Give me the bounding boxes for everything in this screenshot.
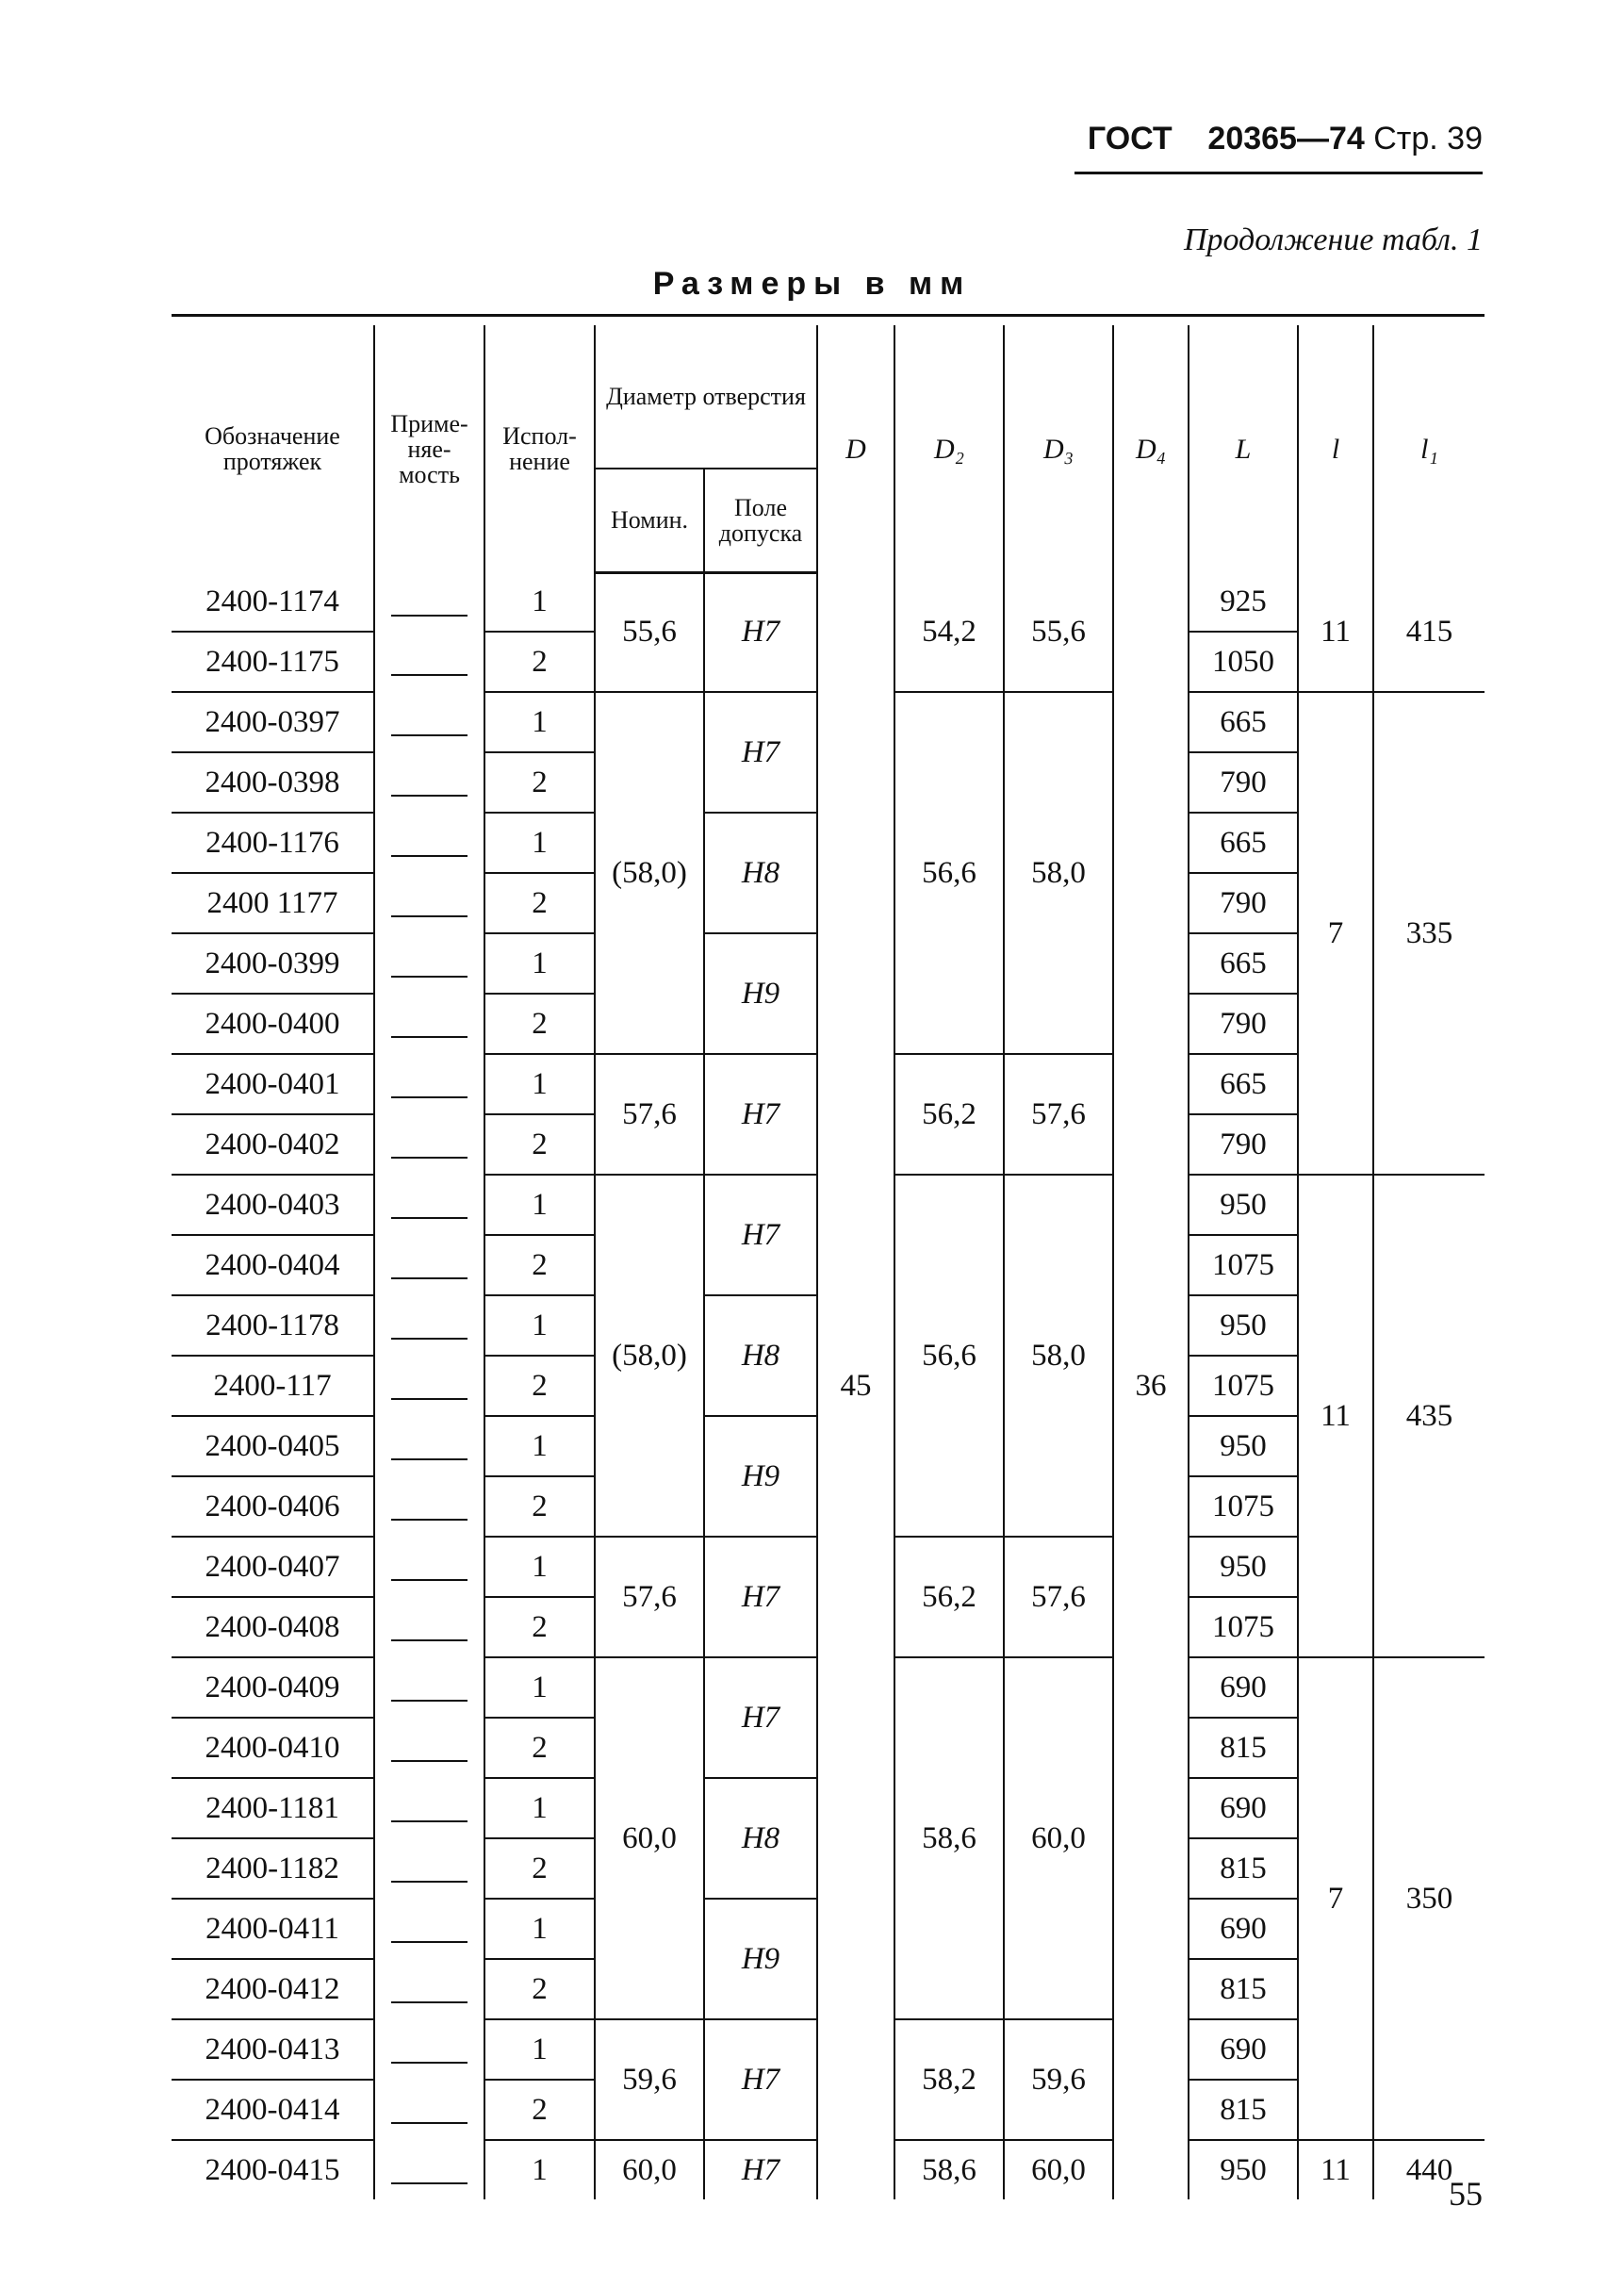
gost-label: ГОСТ (1087, 121, 1173, 156)
L-cell: 665 (1189, 1054, 1298, 1114)
version-cell: 1 (484, 692, 595, 752)
dash-mark (391, 976, 468, 978)
applicability-cell (374, 994, 484, 1054)
L-cell: 815 (1189, 1959, 1298, 2019)
version-cell: 2 (484, 1476, 595, 1537)
tolerance-cell: H7 (704, 572, 817, 692)
applicability-cell (374, 1054, 484, 1114)
nominal-cell: 57,6 (595, 1537, 704, 1657)
applicability-cell (374, 1175, 484, 1235)
dash-mark (391, 1700, 468, 1702)
col-tolerance: Поле допуска (704, 469, 817, 572)
D3-cell: 59,6 (1004, 2019, 1113, 2140)
version-cell: 1 (484, 1899, 595, 1959)
D2-cell: 58,6 (894, 2140, 1004, 2199)
nominal-cell: 59,6 (595, 2019, 704, 2140)
col-designation: Обозначение протяжек (205, 422, 340, 475)
col-l: l (1298, 325, 1373, 572)
version-cell: 1 (484, 1778, 595, 1838)
l-cell: 11 (1298, 2140, 1373, 2199)
l1-cell: 415 (1373, 572, 1485, 692)
version-cell: 2 (484, 1235, 595, 1295)
dash-mark (391, 1458, 468, 1460)
L-cell: 1075 (1189, 1597, 1298, 1657)
tolerance-cell: H7 (704, 692, 817, 813)
version-cell: 2 (484, 1114, 595, 1175)
version-cell: 1 (484, 572, 595, 632)
gost-number: 20365—74 (1207, 121, 1365, 156)
L-cell: 790 (1189, 752, 1298, 813)
applicability-cell (374, 1657, 484, 1718)
header-rule (1074, 172, 1483, 174)
D2-cell: 56,2 (894, 1537, 1004, 1657)
L-cell: 950 (1189, 1537, 1298, 1597)
nominal-cell: (58,0) (595, 1175, 704, 1537)
dash-mark (391, 1157, 468, 1159)
D3-cell: 57,6 (1004, 1054, 1113, 1175)
L-cell: 950 (1189, 2140, 1298, 2199)
designation-cell: 2400-0413 (172, 2019, 374, 2080)
dash-mark (391, 855, 468, 857)
applicability-cell (374, 692, 484, 752)
D3-cell: 57,6 (1004, 1537, 1113, 1657)
version-cell: 2 (484, 632, 595, 692)
l-cell: 7 (1298, 692, 1373, 1175)
L-cell: 690 (1189, 1657, 1298, 1718)
designation-cell: 2400-1182 (172, 1838, 374, 1899)
table-body (172, 572, 1485, 2199)
units-caption: Размеры в мм (652, 266, 972, 302)
L-cell: 815 (1189, 1718, 1298, 1778)
dash-mark (391, 1579, 468, 1581)
dash-mark (391, 1639, 468, 1641)
D3-cell: 58,0 (1004, 692, 1113, 1054)
D2-cell: 58,6 (894, 1657, 1004, 2019)
designation-cell: 2400-117 (172, 1356, 374, 1416)
L-cell: 690 (1189, 2019, 1298, 2080)
l1-cell: 350 (1373, 1657, 1485, 2140)
table-row (172, 572, 1485, 632)
col-version: Испол- нение (484, 325, 595, 572)
dash-mark (391, 1217, 468, 1219)
broach-table (172, 325, 1485, 2199)
dash-mark (391, 674, 468, 676)
tolerance-cell: H7 (704, 1054, 817, 1175)
dash-mark (391, 1881, 468, 1883)
applicability-cell (374, 1778, 484, 1838)
page-label: Стр. 39 (1373, 121, 1483, 156)
designation-cell: 2400-0409 (172, 1657, 374, 1718)
tolerance-cell: H7 (704, 1537, 817, 1657)
dash-mark (391, 1036, 468, 1038)
tolerance-cell: H8 (704, 1295, 817, 1416)
applicability-cell (374, 2080, 484, 2140)
applicability-cell (374, 1537, 484, 1597)
applicability-cell (374, 873, 484, 933)
dash-mark (391, 1820, 468, 1822)
continuation-note: Продолжение табл. 1 (1183, 222, 1483, 257)
tolerance-cell: H7 (704, 1175, 817, 1295)
L-cell: 950 (1189, 1295, 1298, 1356)
page-header (1088, 121, 1483, 157)
L-cell: 665 (1189, 813, 1298, 873)
tolerance-cell: H8 (704, 813, 817, 933)
dash-mark (391, 1941, 468, 1943)
nominal-cell: 57,6 (595, 1054, 704, 1175)
dash-mark (391, 1096, 468, 1098)
L-cell: 1075 (1189, 1476, 1298, 1537)
designation-cell: 2400-0411 (172, 1899, 374, 1959)
applicability-cell (374, 632, 484, 692)
tolerance-cell: H7 (704, 2140, 817, 2199)
designation-cell: 2400-0400 (172, 994, 374, 1054)
applicability-cell (374, 1838, 484, 1899)
D3-cell: 60,0 (1004, 1657, 1113, 2019)
table-top-rule (172, 314, 1485, 317)
dash-mark (391, 2001, 468, 2003)
col-D: D (817, 325, 894, 572)
dash-mark (391, 915, 468, 917)
applicability-cell (374, 1416, 484, 1476)
L-cell: 925 (1189, 572, 1298, 632)
L-cell: 690 (1189, 1899, 1298, 1959)
page-number: 55 (1449, 2175, 1483, 2213)
version-cell: 1 (484, 813, 595, 873)
version-cell: 2 (484, 1959, 595, 2019)
applicability-cell (374, 572, 484, 632)
designation-cell: 2400-1181 (172, 1778, 374, 1838)
col-D4: D₄ (1113, 325, 1189, 572)
l-cell: 7 (1298, 1657, 1373, 2140)
D3-cell: 58,0 (1004, 1175, 1113, 1537)
l-cell: 11 (1298, 1175, 1373, 1657)
designation-cell: 2400-0406 (172, 1476, 374, 1537)
dash-mark (391, 1338, 468, 1340)
version-cell: 1 (484, 2140, 595, 2199)
applicability-cell (374, 752, 484, 813)
version-cell: 1 (484, 1537, 595, 1597)
applicability-cell (374, 1295, 484, 1356)
col-D2: D₂ (894, 325, 1004, 572)
applicability-cell (374, 1114, 484, 1175)
l1-cell: 440 (1373, 2140, 1485, 2199)
dash-mark (391, 1519, 468, 1521)
D2-cell: 58,2 (894, 2019, 1004, 2140)
version-cell: 1 (484, 1054, 595, 1114)
D2-cell: 56,6 (894, 692, 1004, 1054)
version-cell: 2 (484, 1356, 595, 1416)
D3-cell: 60,0 (1004, 2140, 1113, 2199)
L-cell: 790 (1189, 873, 1298, 933)
L-cell: 665 (1189, 933, 1298, 994)
dash-mark (391, 1398, 468, 1400)
D2-cell: 54,2 (894, 572, 1004, 692)
dash-mark (391, 795, 468, 797)
D4-cell: 36 (1113, 572, 1189, 2199)
col-L: L (1189, 325, 1298, 572)
version-cell: 2 (484, 1718, 595, 1778)
L-cell: 815 (1189, 2080, 1298, 2140)
designation-cell: 2400-0415 (205, 2152, 340, 2187)
designation-cell: 2400-0403 (172, 1175, 374, 1235)
designation-cell: 2400-0404 (172, 1235, 374, 1295)
designation-cell: 2400-1174 (172, 572, 374, 632)
version-cell: 2 (484, 752, 595, 813)
tolerance-cell: H7 (704, 2019, 817, 2140)
dash-mark (391, 2182, 468, 2184)
designation-cell: 2400-0410 (172, 1718, 374, 1778)
D-cell: 45 (817, 572, 894, 2199)
version-cell: 2 (484, 2080, 595, 2140)
col-nominal: Номин. (595, 469, 704, 572)
designation-cell: 2400 1177 (172, 873, 374, 933)
applicability-cell (374, 1959, 484, 2019)
L-cell: 690 (1189, 1778, 1298, 1838)
tolerance-cell: H9 (704, 1899, 817, 2019)
designation-cell: 2400-0398 (172, 752, 374, 813)
designation-cell: 2400-0402 (172, 1114, 374, 1175)
L-cell: 790 (1189, 1114, 1298, 1175)
designation-cell: 2400-0399 (172, 933, 374, 994)
L-cell: 950 (1189, 1416, 1298, 1476)
tolerance-cell: H9 (704, 1416, 817, 1537)
nominal-cell: 60,0 (595, 1657, 704, 2019)
version-cell: 1 (484, 1416, 595, 1476)
col-applicability: Приме- няе- мость (374, 325, 484, 572)
applicability-cell (374, 1899, 484, 1959)
D2-cell: 56,6 (894, 1175, 1004, 1537)
L-cell: 1075 (1189, 1356, 1298, 1416)
designation-cell: 2400-0412 (172, 1959, 374, 2019)
tolerance-cell: H8 (704, 1778, 817, 1899)
dash-mark (391, 734, 468, 736)
applicability-cell (374, 933, 484, 994)
version-cell: 1 (484, 1295, 595, 1356)
version-cell: 2 (484, 1597, 595, 1657)
version-cell: 2 (484, 994, 595, 1054)
nominal-cell: 60,0 (595, 2140, 704, 2199)
designation-cell: 2400-1176 (172, 813, 374, 873)
tolerance-cell: H7 (704, 1657, 817, 1778)
designation-cell: 2400-1178 (172, 1295, 374, 1356)
tolerance-cell: H9 (704, 933, 817, 1054)
applicability-cell (374, 1718, 484, 1778)
col-hole-diameter: Диаметр отверстия (595, 325, 817, 469)
applicability-cell (374, 1476, 484, 1537)
version-cell: 1 (484, 1175, 595, 1235)
version-cell: 1 (484, 2019, 595, 2080)
applicability-cell (374, 1597, 484, 1657)
D3-cell: 55,6 (1004, 572, 1113, 692)
version-cell: 1 (484, 1657, 595, 1718)
l-cell: 11 (1298, 572, 1373, 692)
D2-cell: 56,2 (894, 1054, 1004, 1175)
dash-mark (391, 2062, 468, 2064)
dash-mark (391, 1277, 468, 1279)
nominal-cell: (58,0) (595, 692, 704, 1054)
applicability-cell (374, 2019, 484, 2080)
col-D3: D₃ (1004, 325, 1113, 572)
designation-cell: 2400-0407 (172, 1537, 374, 1597)
designation-cell: 2400-0414 (172, 2080, 374, 2140)
designation-cell: 2400-0401 (172, 1054, 374, 1114)
L-cell: 1075 (1189, 1235, 1298, 1295)
applicability-cell (374, 2140, 484, 2199)
designation-cell: 2400-0405 (172, 1416, 374, 1476)
version-cell: 2 (484, 1838, 595, 1899)
version-cell: 2 (484, 873, 595, 933)
applicability-cell (374, 813, 484, 873)
L-cell: 790 (1189, 994, 1298, 1054)
designation-cell: 2400-1175 (172, 632, 374, 692)
applicability-cell (374, 1356, 484, 1416)
L-cell: 815 (1189, 1838, 1298, 1899)
l1-cell: 435 (1373, 1175, 1485, 1657)
version-cell: 1 (484, 933, 595, 994)
col-l1: l₁ (1373, 325, 1485, 572)
applicability-cell (374, 1235, 484, 1295)
designation-cell: 2400-0408 (172, 1597, 374, 1657)
L-cell: 950 (1189, 1175, 1298, 1235)
l1-cell: 335 (1373, 692, 1485, 1175)
L-cell: 665 (1189, 692, 1298, 752)
dash-mark (391, 2122, 468, 2124)
dash-mark (391, 1760, 468, 1762)
designation-cell: 2400-0397 (172, 692, 374, 752)
L-cell: 1050 (1189, 632, 1298, 692)
nominal-cell: 55,6 (595, 572, 704, 692)
dash-mark (391, 615, 468, 617)
